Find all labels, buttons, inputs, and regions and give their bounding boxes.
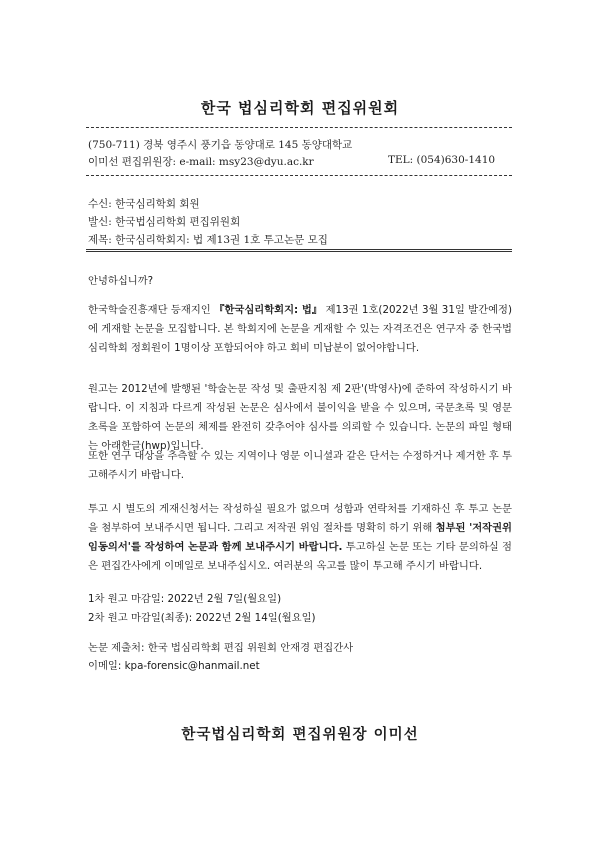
deadline-first: 1차 원고 마감일: 2022년 2월 7일(월요일) [88, 593, 282, 605]
deadline-final: 2차 원고 마감일(최종): 2022년 2월 14일(월요일) [88, 612, 316, 624]
paragraph-4 [88, 500, 512, 576]
paragraph-1-body: 제13권 1호(2022년 3월 31일 발간예정)에 게재할 논문을 모집합니다. 본 학회지에 논문을 게재할 수 있는 자격조건은 연구자 중 한국법심리학회 정회원이 1명이상 포함되어야 하고 회비 미납분이 없어야합니다. [88, 304, 512, 354]
header-address: (750-711) 경북 영주시 풍기읍 동양대로 145 동양대학교 [88, 139, 353, 151]
paragraph-3: 또한 연구 대상을 추측할 수 있는 지역이나 영문 이니셜과 같은 단서는 수정하거나 제거한 후 투고해주시기 바랍니다. [88, 450, 512, 481]
copyright-notice: 첨부된 '저작권위임동의서'를 작성하여 논문과 함께 보내주시기 바랍니다. [88, 522, 513, 553]
paragraph-1 [88, 301, 512, 358]
memo-recipient: 수신: 한국심리학회 회원 [88, 198, 200, 210]
memo-sender: 발신: 한국법심리학회 편집위원회 [88, 216, 241, 228]
signature: 한국법심리학회 편집위원장 이미선 [181, 727, 419, 743]
divider-top [86, 127, 512, 128]
paragraph-1-lead: 한국학술진흥재단 등재지인 [88, 304, 215, 316]
header-contact-line [88, 154, 512, 169]
paragraph-4-body: 투고하실 논문 또는 기타 문의하실 점은 편집간사에게 이메일로 보내주십시오. 여러분의 옥고를 많이 투고해 주시기 바랍니다. [88, 541, 513, 572]
submission-contact: 논문 제출처: 한국 법심리학회 편집 위원회 안재경 편집간사 [88, 642, 354, 654]
divider-header-bottom [86, 175, 512, 176]
paragraph-4-lead: 투고 시 별도의 게재신청서는 작성하실 필요가 없으며 성함과 연락처를 기재하신 후 투고 논문을 첨부하여 보내주시면 됩니다. 그리고 저작권 위임 절차를 명확히 하기 위해 [88, 503, 512, 534]
contact-email: 이메일: kpa-forensic@hanmail.net [88, 660, 260, 672]
paragraph-2: 원고는 2012년에 발행된 '학술논문 작성 및 출판지침 제 2판'(박영사)에 준하여 작성하시기 바랍니다. 이 지침과 다르게 작성된 논문은 심사에서 불이익을 받을 수 있으며, 국문초록 및 영문초록을 포함하여 논문의 체제를 완전히 갖추어야 심사를 의뢰할 수 있습니다. 논문의 파일 형태는 아래한글(hwp)입니다. [88, 383, 512, 452]
memo-subject: 제목: 한국심리학회지: 법 제13권 1호 투고논문 모집 [88, 234, 328, 246]
divider-double [86, 249, 512, 252]
journal-name: 『한국심리학회지: 법』 [214, 304, 323, 316]
greeting: 안녕하십니까? [88, 275, 154, 287]
document-title: 한국 법심리학회 편집위원회 [200, 99, 400, 117]
header-tel: TEL: (054)630-1410 [388, 154, 496, 166]
header-editor-contact: 이미선 편집위원장: e-mail: msy23@dyu.ac.kr [88, 156, 314, 168]
